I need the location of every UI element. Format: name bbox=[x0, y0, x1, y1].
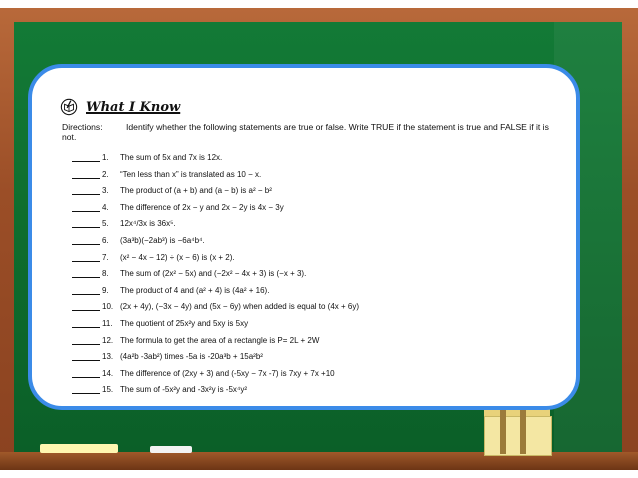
answer-blank[interactable] bbox=[72, 167, 100, 179]
list-item bbox=[72, 200, 572, 217]
item-statement: The product of (a + b) and (a − b) is a² − b² bbox=[120, 186, 272, 196]
item-number: 13. bbox=[102, 352, 114, 362]
list-item bbox=[72, 250, 572, 267]
list-item bbox=[72, 266, 572, 283]
item-statement: The difference of 2x − y and 2x − 2y is 4x − 3y bbox=[120, 202, 284, 212]
list-item bbox=[72, 382, 572, 399]
answer-blank[interactable] bbox=[72, 183, 100, 195]
item-statement: “Ten less than x” is translated as 10 − x. bbox=[120, 169, 262, 179]
answer-blank[interactable] bbox=[72, 150, 100, 162]
item-number: 10. bbox=[102, 302, 114, 312]
item-statement: The product of 4 and (a² + 4) is (4a² + 16). bbox=[120, 285, 270, 295]
item-number: 14. bbox=[102, 368, 114, 378]
list-item bbox=[72, 150, 572, 167]
item-number: 11. bbox=[102, 318, 113, 328]
list-item bbox=[72, 233, 572, 250]
item-number: 9. bbox=[102, 285, 109, 295]
list-item bbox=[72, 333, 572, 350]
item-number: 5. bbox=[102, 219, 109, 229]
list-item bbox=[72, 216, 572, 233]
answer-blank[interactable] bbox=[72, 216, 100, 228]
item-number: 7. bbox=[102, 252, 109, 262]
item-statement: The difference of (2xy + 3) and (-5xy − 7x -7) is 7xy + 7x +10 bbox=[120, 368, 335, 378]
chalk-piece bbox=[150, 446, 192, 453]
item-statement: The sum of -5x²y and -3x²y is -5x⁴y² bbox=[120, 385, 248, 395]
pencil-book-icon bbox=[60, 98, 78, 116]
list-item bbox=[72, 366, 572, 383]
item-statement: (3a³b)(−2ab³) is −6a⁴b⁴. bbox=[120, 235, 205, 245]
statement-list bbox=[72, 150, 572, 399]
eraser-stripe bbox=[500, 404, 506, 454]
list-item bbox=[72, 349, 572, 366]
answer-blank[interactable] bbox=[72, 200, 100, 212]
item-statement: The formula to get the area of a rectangle is P= 2L + 2W bbox=[120, 335, 320, 345]
answer-blank[interactable] bbox=[72, 299, 100, 311]
item-statement: The sum of (2x² − 5x) and (−2x² − 4x + 3) is (−x + 3). bbox=[120, 269, 307, 279]
directions bbox=[62, 122, 562, 142]
item-statement: 12x⁴/3x is 36x⁵. bbox=[120, 219, 176, 229]
section-title: What I Know bbox=[86, 99, 181, 115]
eraser bbox=[484, 416, 552, 456]
worksheet-card bbox=[28, 64, 580, 410]
item-number: 8. bbox=[102, 269, 109, 279]
item-number: 12. bbox=[102, 335, 114, 345]
list-item bbox=[72, 316, 572, 333]
answer-blank[interactable] bbox=[72, 366, 100, 378]
item-statement: (2x + 4y), (−3x − 4y) and (5x − 6y) when added is equal to (4x + 6y) bbox=[120, 302, 360, 312]
item-statement: (4a²b -3ab²) times -5a is -20a³b + 15a²b² bbox=[120, 352, 263, 362]
list-item bbox=[72, 283, 572, 300]
answer-blank[interactable] bbox=[72, 233, 100, 245]
list-item bbox=[72, 299, 572, 316]
item-number: 3. bbox=[102, 186, 109, 196]
item-number: 2. bbox=[102, 169, 109, 179]
answer-blank[interactable] bbox=[72, 283, 100, 295]
item-number: 4. bbox=[102, 202, 109, 212]
item-number: 6. bbox=[102, 235, 109, 245]
directions-text: Identify whether the following statements are true or false. Write TRUE if the statement is true and FALSE if it is not. bbox=[62, 122, 549, 142]
eraser-stripe bbox=[520, 404, 526, 454]
list-item bbox=[72, 183, 572, 200]
item-statement: The quotient of 25x²y and 5xy is 5xy bbox=[120, 318, 249, 328]
answer-blank[interactable] bbox=[72, 250, 100, 262]
answer-blank[interactable] bbox=[72, 333, 100, 345]
answer-blank[interactable] bbox=[72, 382, 100, 394]
item-statement: The sum of 5x and 7x is 12x. bbox=[120, 153, 223, 162]
item-statement: (x² − 4x − 12) ÷ (x − 6) is (x + 2). bbox=[120, 252, 235, 262]
item-number: 15. bbox=[102, 385, 114, 395]
answer-blank[interactable] bbox=[72, 316, 100, 328]
section-header bbox=[60, 96, 180, 118]
directions-label: Directions: bbox=[62, 122, 103, 132]
answer-blank[interactable] bbox=[72, 349, 100, 361]
answer-blank[interactable] bbox=[72, 266, 100, 278]
item-number: 1. bbox=[102, 153, 109, 162]
chalk-piece bbox=[40, 444, 118, 453]
list-item bbox=[72, 167, 572, 184]
